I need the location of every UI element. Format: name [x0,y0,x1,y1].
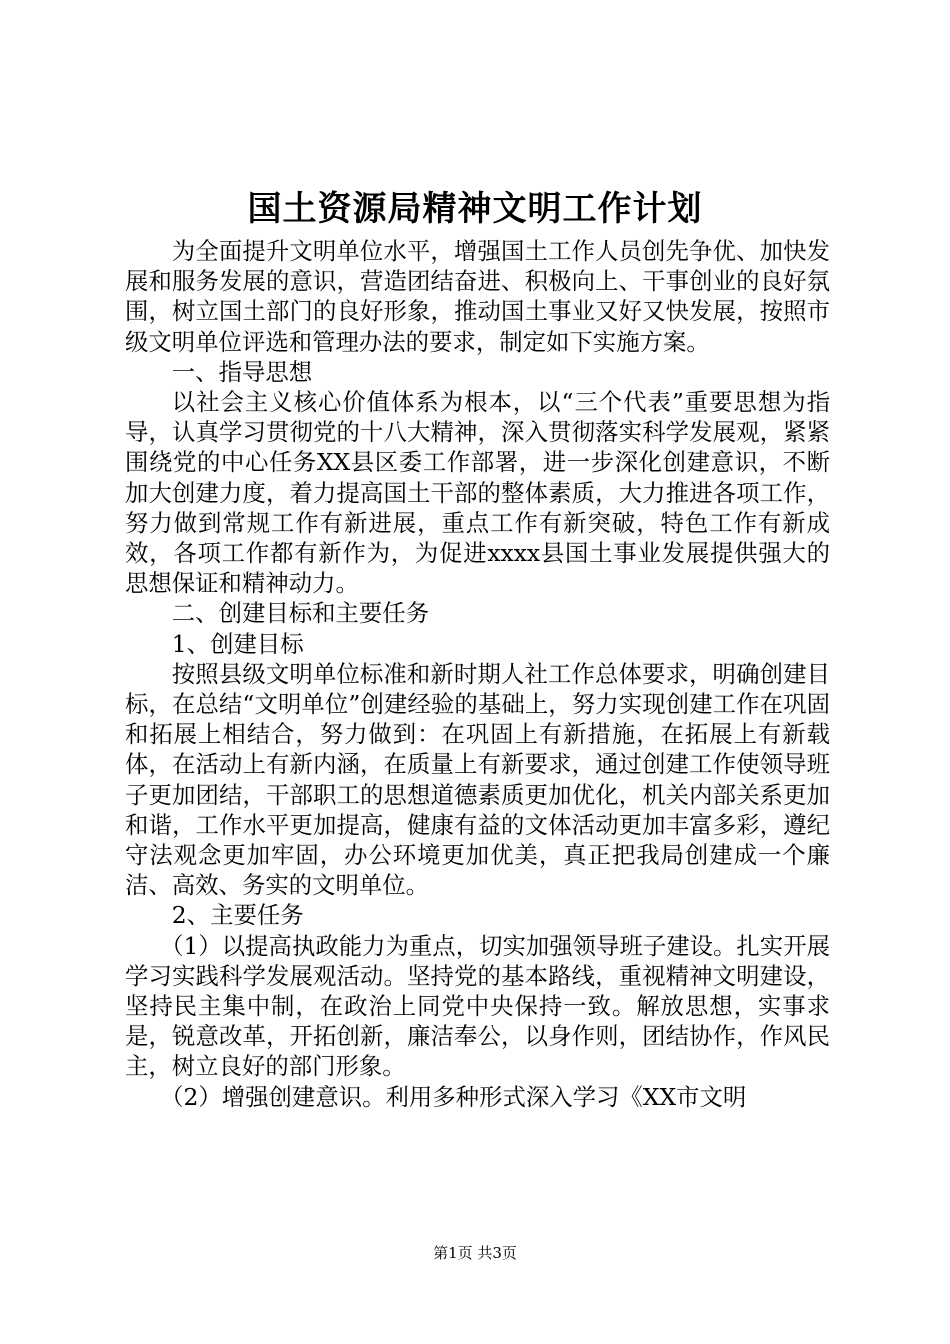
section-heading-guiding-ideology: 一、指导思想 [171,357,313,386]
document-title: 国土资源局精神文明工作计划 [247,189,703,229]
task-item-2: （2）增强创建意识。利用多种形式深入学习《XX市文明 [160,1082,747,1111]
subsection-heading-goals: 1、创建目标 [171,629,304,658]
intro-paragraph: 为全面提升文明单位水平，增强国土工作人员创先争优、加快发展和服务发展的意识，营造团结奋进、积极向上、干事创业的良好氛围，树立国土部门的良好形象，推动国土事业又好又快发展，按照市级文明单位评选和管理办法的要求，制定如下实施方案。 [125,237,830,356]
goals-paragraph: 按照县级文明单位标准和新时期人社工作总体要求，明确创建目标，在总结“文明单位”创建经验的基础上，努力实现创建工作在巩固和拓展上相结合，努力做到：在巩固上有新措施，在拓展上有新载体，在活动上有新内涵，在质量上有新要求，通过创建工作使领导班子更加团结，干部职工的思想道德素质更加优化，机关内部关系更加和谐，工作水平更加提高，健康有益的文体活动更加丰富多彩，遵纪守法观念更加牢固，办公环境更加优美，真正把我局创建成一个廉洁、高效、务实的文明单位。 [125,659,830,900]
document-body [125,236,830,1112]
section-heading-goals-and-tasks: 二、创建目标和主要任务 [171,599,430,628]
page-footer: 第1页 共3页 [433,1244,517,1262]
task-item-1: （1）以提高执政能力为重点，切实加强领导班子建设。扎实开展学习实践科学发展观活动。坚持党的基本路线，重视精神文明建设，坚持民主集中制，在政治上同党中央保持一致。解放思想，实事求是，锐意改革，开拓创新，廉洁奉公，以身作则，团结协作，作风民主，树立良好的部门形象。 [125,931,830,1081]
subsection-heading-tasks: 2、主要任务 [171,901,304,930]
guiding-ideology-paragraph: 以社会主义核心价值体系为根本，以“三个代表”重要思想为指导，认真学习贯彻党的十八大精神，深入贯彻落实科学发展观，紧紧围绕党的中心任务XX县区委工作部署，进一步深化创建意识，不断加大创建力度，着力提高国土干部的整体素质，大力推进各项工作，努力做到常规工作有新进展，重点工作有新突破，特色工作有新成效，各项工作都有新作为，为促进xxxx县国土事业发展提供强大的思想保证和精神动力。 [125,388,830,598]
